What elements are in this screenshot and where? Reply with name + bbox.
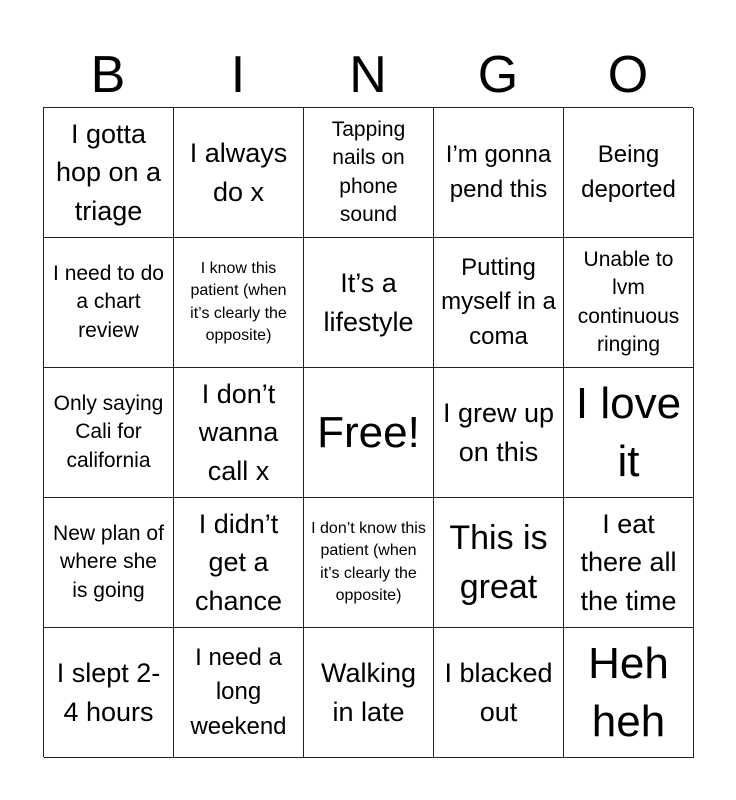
bingo-cell[interactable]: Putting myself in a coma	[434, 238, 564, 368]
bingo-cell[interactable]: I blacked out	[434, 628, 564, 758]
bingo-cell[interactable]: I slept 2-4 hours	[44, 628, 174, 758]
header-letter-o: O	[607, 46, 649, 104]
bingo-cell[interactable]: I’m gonna pend this	[434, 108, 564, 238]
bingo-cell[interactable]: Only saying Cali for california	[44, 368, 174, 498]
bingo-cell[interactable]: I don’t know this patient (when it’s clearly the opposite)	[304, 498, 434, 628]
bingo-cell[interactable]: Heh heh	[564, 628, 694, 758]
bingo-cell[interactable]: Unable to lvm continuous ringing	[564, 238, 694, 368]
bingo-cell[interactable]: This is great	[434, 498, 564, 628]
bingo-cell[interactable]: I know this patient (when it’s clearly the opposite)	[174, 238, 304, 368]
bingo-header	[43, 44, 693, 106]
bingo-cell[interactable]: Walking in late	[304, 628, 434, 758]
bingo-cell[interactable]: I eat there all the time	[564, 498, 694, 628]
header-letter-b: B	[90, 46, 126, 104]
bingo-cell[interactable]: I gotta hop on a triage	[44, 108, 174, 238]
bingo-grid	[43, 107, 693, 757]
bingo-cell[interactable]: I love it	[564, 368, 694, 498]
free-space-cell[interactable]: Free!	[304, 368, 434, 498]
bingo-cell[interactable]: I didn’t get a chance	[174, 498, 304, 628]
header-letter-g: G	[477, 46, 519, 104]
bingo-cell[interactable]: It’s a lifestyle	[304, 238, 434, 368]
header-letter-i: I	[230, 46, 246, 104]
bingo-cell[interactable]: I don’t wanna call x	[174, 368, 304, 498]
bingo-cell[interactable]: I grew up on this	[434, 368, 564, 498]
bingo-cell[interactable]: New plan of where she is going	[44, 498, 174, 628]
header-letter-n: N	[349, 46, 387, 104]
bingo-cell[interactable]: I always do x	[174, 108, 304, 238]
bingo-cell[interactable]: Being deported	[564, 108, 694, 238]
bingo-cell[interactable]: I need a long weekend	[174, 628, 304, 758]
bingo-cell[interactable]: Tapping nails on phone sound	[304, 108, 434, 238]
bingo-cell[interactable]: I need to do a chart review	[44, 238, 174, 368]
